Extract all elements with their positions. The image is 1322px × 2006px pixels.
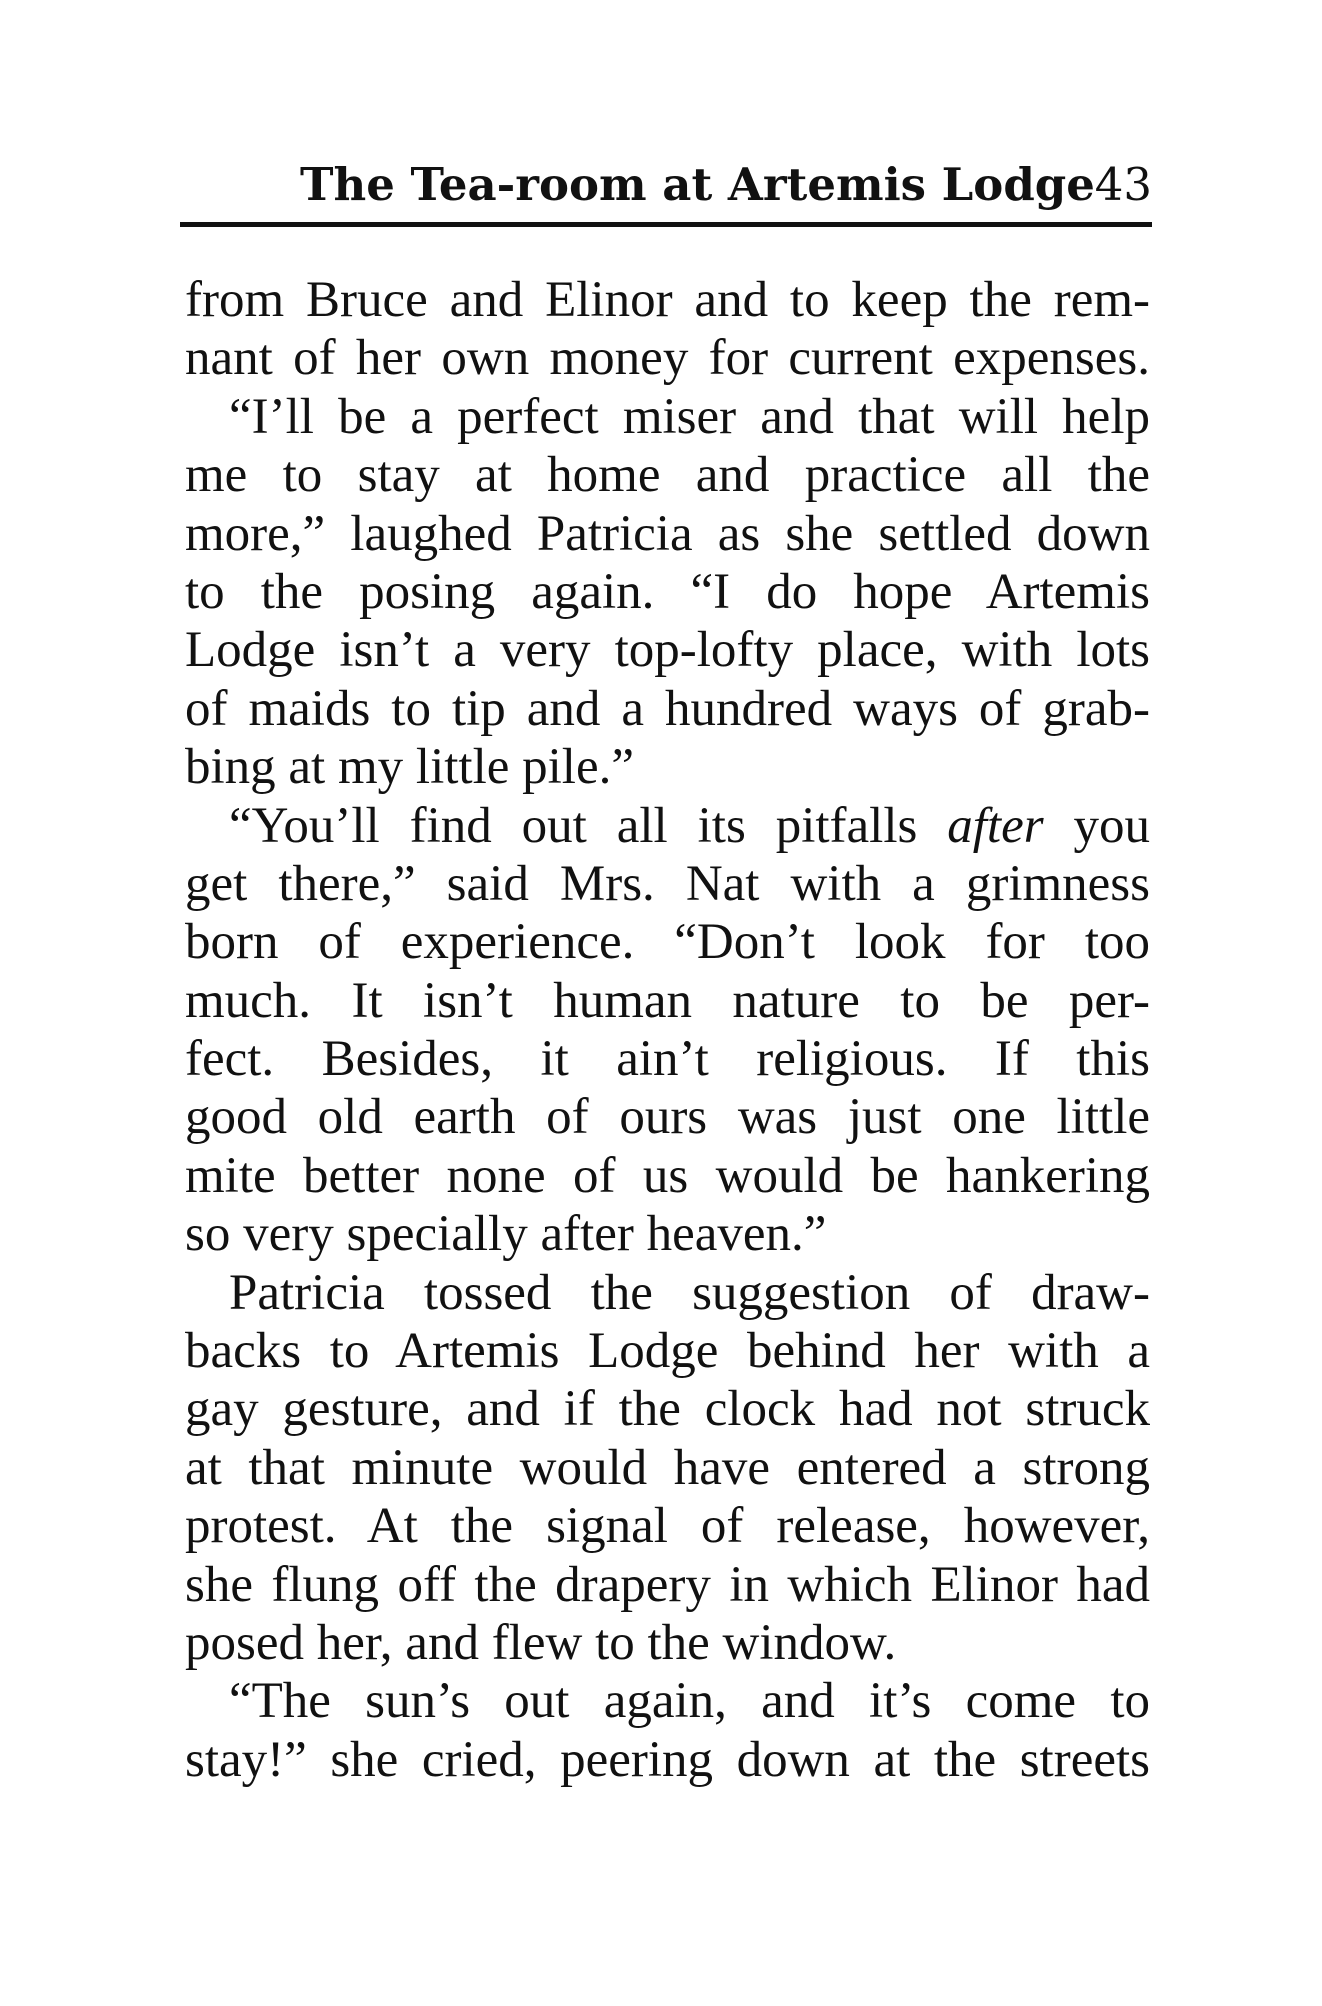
italic-text: after	[947, 797, 1044, 854]
text-line	[185, 1556, 1150, 1614]
text-segment: Patricia tossed the suggestion of draw-	[229, 1264, 1150, 1321]
text-segment: bing at my little pile.”	[185, 739, 634, 796]
text-segment: nant of her own money for current expenses.	[185, 330, 1150, 387]
text-line	[185, 446, 1150, 504]
text-segment: “I’ll be a perfect miser and that will help	[229, 388, 1150, 445]
text-segment: so very specially after heaven.”	[185, 1206, 827, 1263]
text-segment: get there,” said Mrs. Nat with a grimness	[185, 855, 1150, 912]
text-line	[185, 680, 1150, 738]
text-line	[185, 1439, 1150, 1497]
text-line	[185, 972, 1150, 1030]
text-segment: mite better none of us would be hankering	[185, 1147, 1150, 1204]
text-line	[185, 913, 1150, 971]
text-line	[185, 1264, 1150, 1322]
text-line	[185, 388, 1150, 446]
text-segment: backs to Artemis Lodge behind her with a	[185, 1323, 1150, 1380]
text-line	[185, 797, 1150, 855]
text-segment: me to stay at home and practice all the	[185, 447, 1150, 504]
text-segment: good old earth of ours was just one little	[185, 1089, 1150, 1146]
text-line	[185, 1731, 1150, 1789]
text-line	[185, 563, 1150, 621]
text-line	[185, 1497, 1150, 1555]
text-segment: from Bruce and Elinor and to keep the rem-	[185, 272, 1150, 328]
text-segment: of maids to tip and a hundred ways of grab-	[185, 680, 1150, 737]
text-line	[185, 1088, 1150, 1146]
header-rule	[180, 222, 1152, 227]
chapter-title: The Tea-room at Artemis Lodge	[300, 158, 1095, 211]
text-segment: gay gesture, and if the clock had not struck	[185, 1381, 1150, 1438]
text-line	[185, 1205, 1150, 1263]
page-number: 43	[1094, 158, 1152, 211]
text-line	[185, 1322, 1150, 1380]
text-line	[185, 738, 1150, 796]
text-line	[185, 1672, 1150, 1730]
text-segment: to the posing again. “I do hope Artemis	[185, 563, 1150, 620]
text-segment: stay!” she cried, peering down at the streets	[185, 1731, 1150, 1788]
text-line	[185, 329, 1150, 387]
text-line	[185, 1030, 1150, 1088]
text-line	[185, 1614, 1150, 1672]
text-line	[185, 621, 1150, 679]
text-segment: “You’ll find out all its pitfalls	[229, 797, 948, 854]
text-segment: protest. At the signal of release, however,	[185, 1498, 1150, 1555]
text-segment: born of experience. “Don’t look for too	[185, 914, 1150, 971]
text-segment: you	[1043, 797, 1151, 854]
text-line	[185, 505, 1150, 563]
text-segment: more,” laughed Patricia as she settled down	[185, 505, 1150, 562]
text-line	[185, 1380, 1150, 1438]
text-segment: “The sun’s out again, and it’s come to	[229, 1673, 1150, 1730]
text-line	[185, 1147, 1150, 1205]
text-segment: much. It isn’t human nature to be per-	[185, 972, 1150, 1029]
text-segment: at that minute would have entered a strong	[185, 1439, 1150, 1496]
running-head	[180, 155, 1152, 221]
text-segment: Lodge isn’t a very top-lofty place, with lots	[185, 622, 1150, 679]
text-line	[185, 855, 1150, 913]
text-segment: posed her, and flew to the window.	[185, 1614, 897, 1671]
text-line	[185, 271, 1150, 329]
body-text	[185, 271, 1150, 1789]
text-segment: fect. Besides, it ain’t religious. If this	[185, 1031, 1150, 1088]
text-segment: she flung off the drapery in which Elinor had	[185, 1556, 1150, 1613]
